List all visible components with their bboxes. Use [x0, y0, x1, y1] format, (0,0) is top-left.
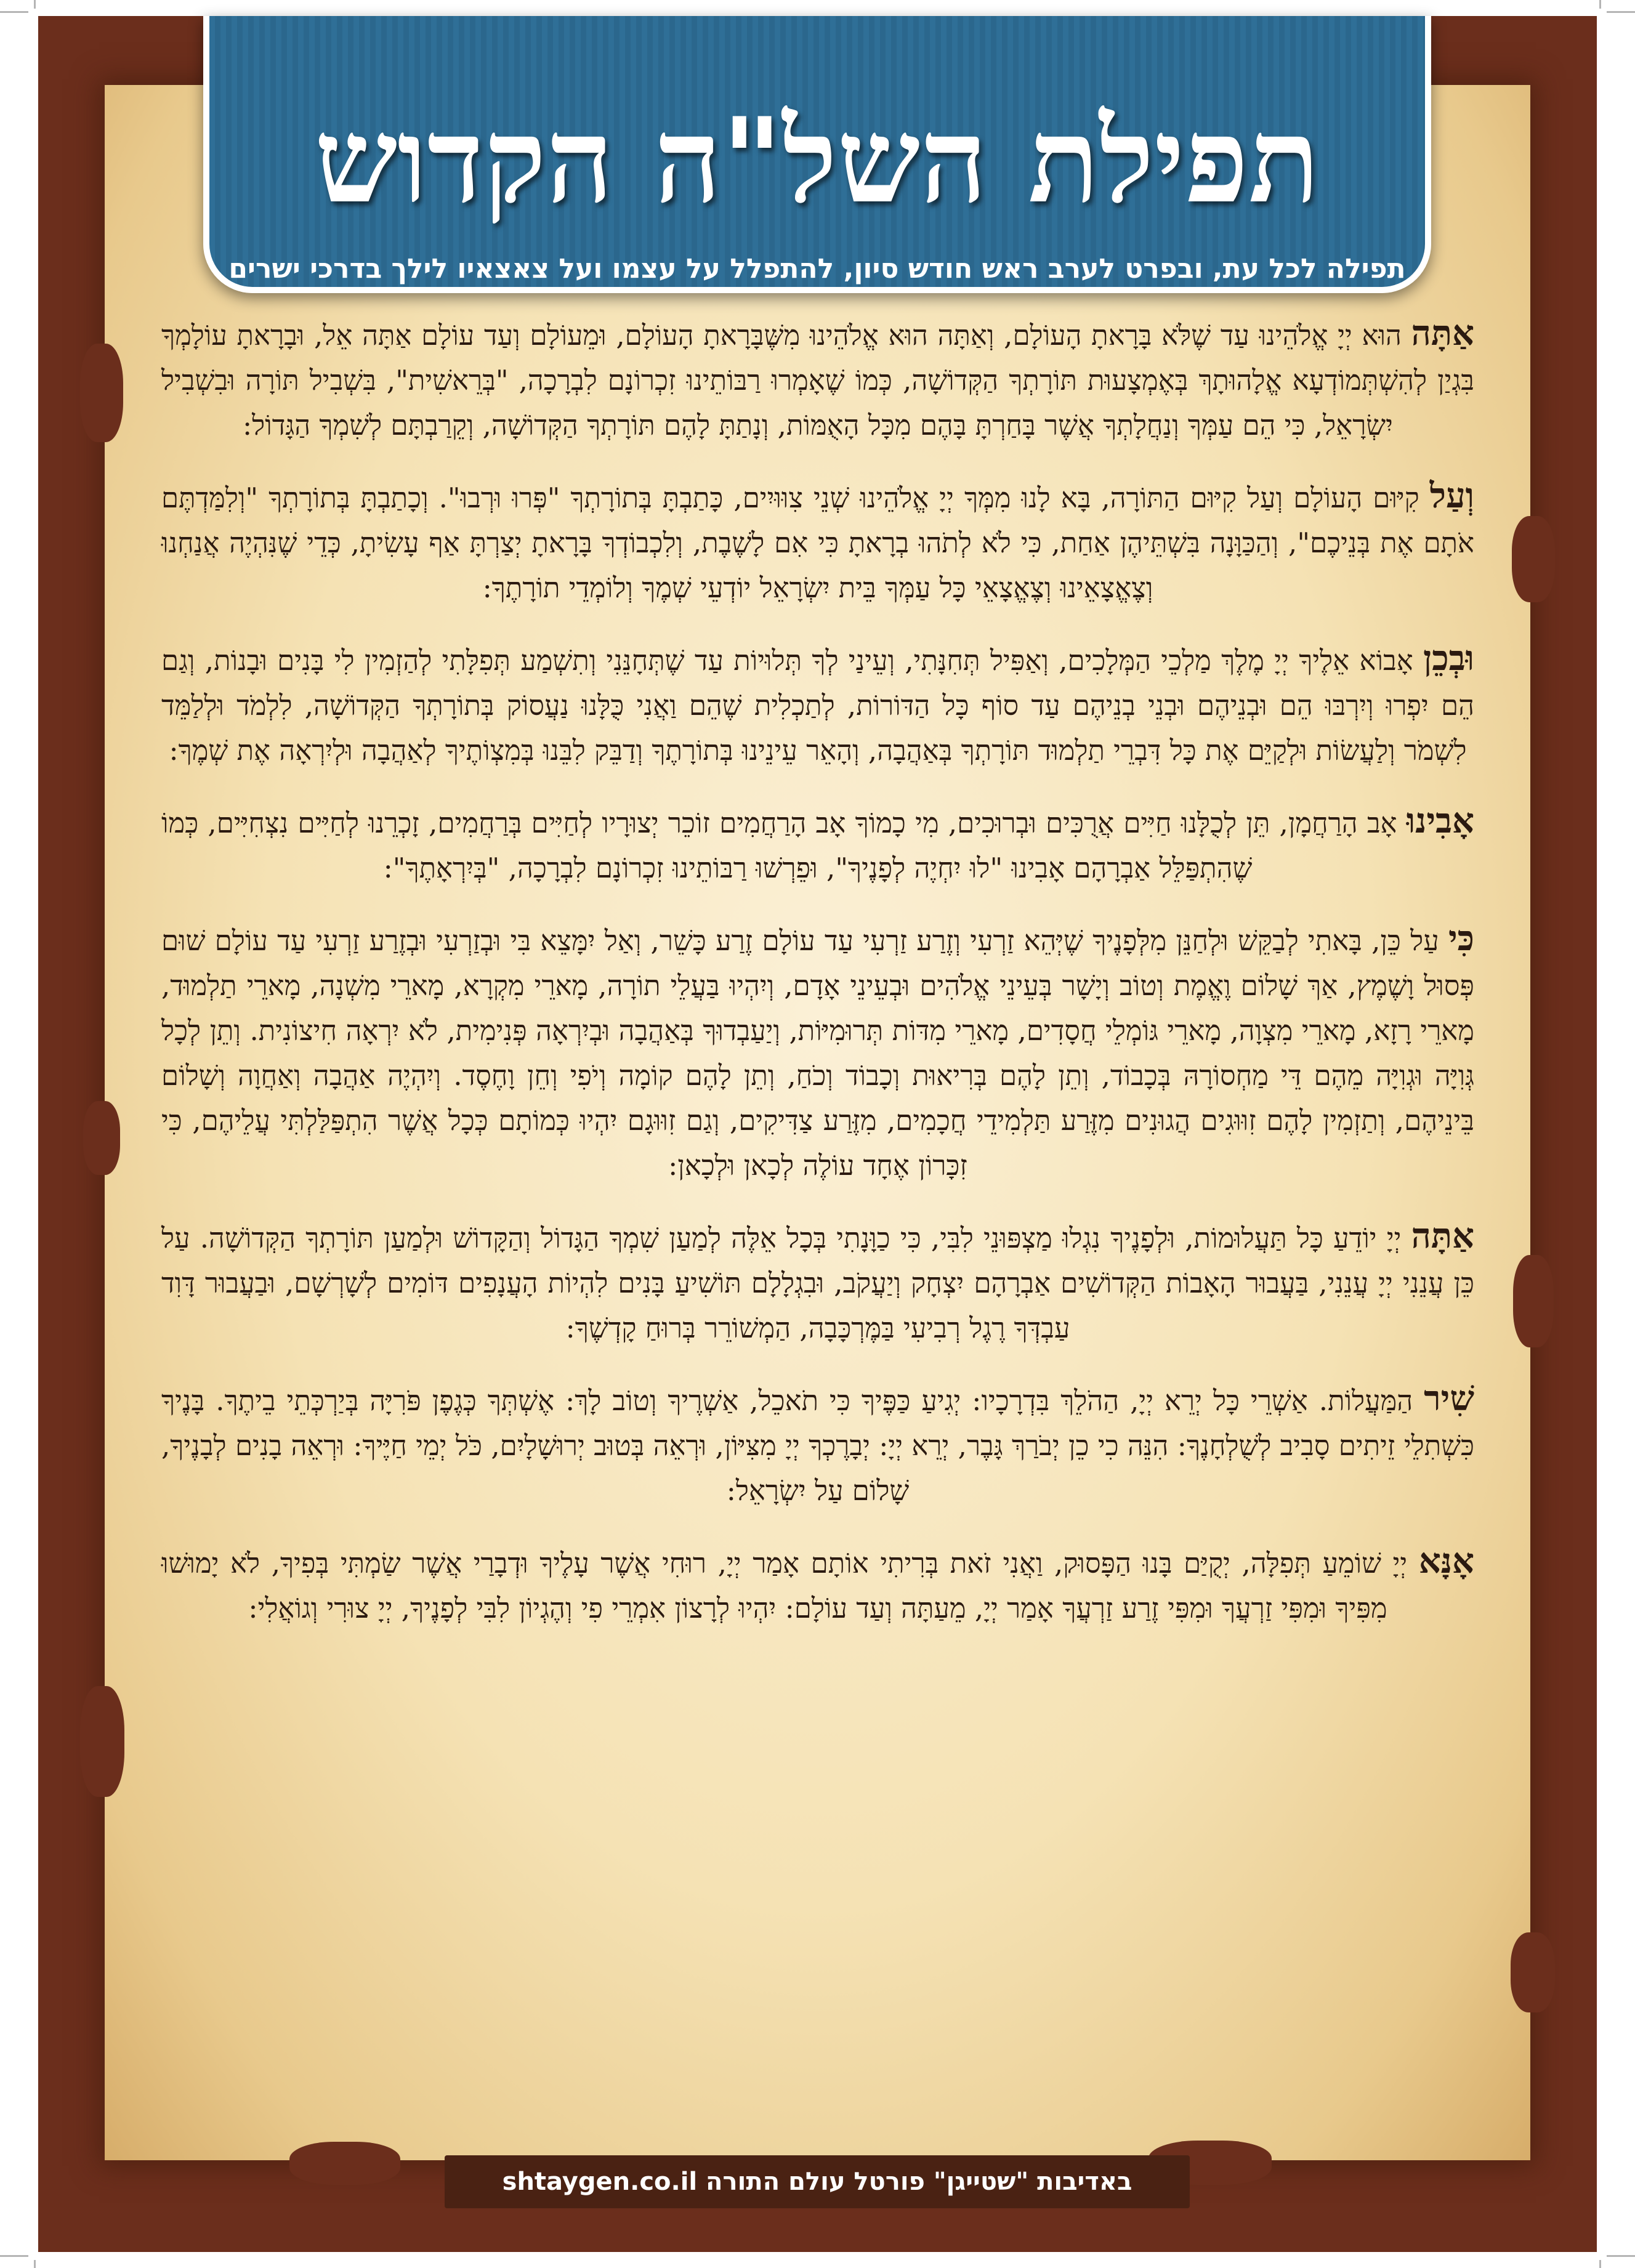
crop-mark [1607, 2255, 1635, 2257]
paragraph-lead-word: אַתָּה [1411, 313, 1474, 353]
prayer-paragraph [161, 311, 1474, 448]
paragraph-body: יְיָ יוֹדֵעַ כָּל תַּעֲלוּמוֹת, וּלְפָנֶיךָ נִגְלוּ מַצְפּוּנֵי לִבִּי, כִּי כַוָּנָתִי בְּכָל אֵלֶּה לְמַעַן שִׁמְךָ הַגָּדוֹל וְהַקָּדוֹשׁ וּלְמַעַן תּוֹרָתְךָ הַקְּדוֹשָׁה. עַל כֵּן עֲנֵנִי יְיָ עֲנֵנִי, בַּעֲבוּר הָאָבוֹת הַקְּדוֹשִׁים אַבְרָהָם יִצְחָק וְיַעֲקֹב, וּבִגְלָלָם תּוֹשִׁיעַ בָּנִים לִהְיוֹת הָעֲנָפִים דּוֹמִים לְשָׁרְשָׁם, וּבַעֲבוּר דָּוִד עַבְדְּךָ רֶגֶל רְבִיעִי בַּמֶּרְכָּבָה, הַמְשׁוֹרֵר בְּרוּחַ קָדְשֶׁךָ: [161, 1222, 1474, 1344]
paragraph-lead-word: וּבְכֵן [1423, 638, 1474, 679]
paragraph-body: יְיָ שׁוֹמֵעַ תְּפִלָּה, יְקֻיַּם בָּנוּ הַפָּסוּק, וַאֲנִי זֹאת בְּרִיתִי אוֹתָם אָמַר יְיָ, רוּחִי אֲשֶׁר עָלֶיךָ וּדְבָרַי אֲשֶׁר שַׂמְתִּי בְּפִיךָ, לֹא יָמוּשׁוּ מִפִּיךָ וּמִפִּי זַרְעֲךָ וּמִפִּי זֶרַע זַרְעֲךָ אָמַר יְיָ, מֵעַתָּה וְעַד עוֹלָם: יִהְיוּ לְרָצוֹן אִמְרֵי פִי וְהֶגְיוֹן לִבִּי לְפָנֶיךָ, יְיָ צוּרִי וְגוֹאֲלִי: [161, 1547, 1408, 1624]
page-subtitle: תפילה לכל עת, ובפרט לערב ראש חודש סיון, להתפלל על עצמו ועל צאצאיו לילך בדרכי ישרים [228, 253, 1406, 285]
paragraph-lead-word: שִׁיר [1424, 1378, 1474, 1419]
crop-mark [1607, 11, 1635, 13]
parchment-burn-edge [289, 2142, 400, 2185]
crop-mark [34, 2260, 36, 2268]
prayer-paragraph [161, 1376, 1474, 1513]
paragraph-body: הוּא יְיָ אֱלֹהֵינוּ עַד שֶׁלֹּא בָּרָאתָ הָעוֹלָם, וְאַתָּה הוּא אֱלֹהֵינוּ מִשֶּׁבָּרָאתָ הָעוֹלָם, וּמֵעוֹלָם וְעַד עוֹלָם אַתָּה אֵל, וּבָרָאתָ עוֹלָמְךָ בִּגְיַן לְהִשְׁתְּמוֹדְעָא אֱלָהוּתָךְ בְּאֶמְצָעוּת תּוֹרָתְךָ הַקְּדוֹשָׁה, כְּמוֹ שֶׁאָמְרוּ רַבּוֹתֵינוּ זִכְרוֹנָם לִבְרָכָה, "בְּרֵאשִׁית", בִּשְׁבִיל תּוֹרָה וּבִשְׁבִיל יִשְׂרָאֵל, כִּי הֵם עַמְּךָ וְנַחֲלָתְךָ אֲשֶׁר בָּחַרְתָּ בָּהֶם מִכָּל הָאֻמּוֹת, וְנָתַתָּ לָהֶם תּוֹרָתְךָ הַקְּדוֹשָׁה, וְקֵרַבְתָּם לְשִׁמְךָ הַגָּדוֹל: [161, 319, 1474, 442]
parchment-burn-edge [1513, 1255, 1554, 1347]
paragraph-body: קִיּוּם הָעוֹלָם וְעַל קִיּוּם הַתּוֹרָה, בָּא לָנוּ מִמְּךָ יְיָ אֱלֹהֵינוּ שְׁנֵי צִוּוּיִים, כָּתַבְתָּ בְּתוֹרָתְךָ "פְּרוּ וּרְבוּ". וְכָתַבְתָּ בְּתוֹרָתְךָ "וְלִמַּדְתֶּם אֹתָם אֶת בְּנֵיכֶם", וְהַכַּוָּנָה בִּשְׁתֵּיהֶן אַחַת, כִּי לֹא לְתֹהוּ בְרָאתָ כִּי אִם לָשֶׁבֶת, וְלִכְבוֹדְךָ בָּרָאתָ יְצַרְתָּ אַף עָשִׂיתָ, כְּדֵי שֶׁנִּהְיֶה אֲנַחְנוּ וְצֶאֱצָאֵינוּ וְצֶאֱצָאֵי כָּל עַמְּךָ בֵּית יִשְׂרָאֵל יוֹדְעֵי שְׁמֶךָ וְלוֹמְדֵי תוֹרָתֶךָ: [161, 482, 1474, 604]
parchment-burn-edge [1511, 1932, 1555, 2012]
header-banner [203, 16, 1431, 293]
paragraph-body: עַל כֵּן, בָּאתִי לְבַקֵּשׁ וּלְחַנֵּן מִלְּפָנֶיךָ שֶׁיְּהֵא זַרְעִי וְזֶרַע זַרְעִי עַד עוֹלָם זֶרַע כָּשֵׁר, וְאַל יִמָּצֵא בִּי וּבְזַרְעִי וּבְזֶרַע זַרְעִי עַד עוֹלָם שׁוּם פְּסוּל וָשֶׁמֶץ, אַךְ שָׁלוֹם וֶאֱמֶת וְטוֹב וְיָשָׁר בְּעֵינֵי אֱלֹהִים וּבְעֵינֵי אָדָם, וְיִהְיוּ בַּעֲלֵי תוֹרָה, מָארֵי מִקְרָא, מָארֵי מִשְׁנָה, מָארֵי תַלְמוּד, מָארֵי רָזָא, מָארֵי מִצְוָה, מָארֵי גּוֹמְלֵי חֲסָדִים, מָארֵי מִדּוֹת תְּרוּמִיּוֹת, וְיַעַבְדוּךָ בְּאַהֲבָה וּבְיִרְאָה פְּנִימִית, לֹא יִרְאָה חִיצוֹנִית. וְתֵן לְכָל גְּוִיָּה וּגְוִיָּה מֵהֶם דֵּי מַחְסוֹרָהּ בְּכָבוֹד, וְתֵן לָהֶם בְּרִיאוּת וְכָבוֹד וְכֹחַ, וְתֵן לָהֶם קוֹמָה וְיֹפִי וְחֵן וָחֶסֶד. וְיִהְיֶה אַהֲבָה וְאַחֲוָה וְשָׁלוֹם בֵּינֵיהֶם, וְתַזְמִין לָהֶם זִוּוּגִים הֲגוּנִים מִזֶּרַע תַּלְמִידֵי חֲכָמִים, מִזֶּרַע צַדִּיקִים, וְגַם זִוּוּגָם יִהְיוּ כְּמוֹתָם כְּכָל אֲשֶׁר הִתְפַּלַּלְתִּי עֲלֵיהֶם, כִּי זִכָּרוֹן אֶחָד עוֹלֶה לְכָאן וּלְכָאן: [161, 924, 1474, 1182]
parchment-burn-edge [83, 1101, 120, 1175]
paragraph-lead-word: אַתָּה [1411, 1216, 1474, 1256]
paragraph-lead-word: אָנָּא [1418, 1541, 1474, 1581]
crop-mark [0, 2255, 28, 2257]
footer-credit: באדיבות "שטייגן" פורטל עולם התורה shtaygen.co.il [445, 2155, 1190, 2208]
prayer-paragraph [161, 636, 1474, 773]
paragraph-body: הַמַּעֲלוֹת. אַשְׁרֵי כָּל יְרֵא יְיָ, הַהֹלֵךְ בִּדְרָכָיו: יְגִיעַ כַּפֶּיךָ כִּי תֹאכֵל, אַשְׁרֶיךָ וְטוֹב לָךְ: אֶשְׁתְּךָ כְּגֶפֶן פֹּרִיָּה בְּיַרְכְּתֵי בֵיתֶךָ. בָּנֶיךָ כִּשְׁתִלֵי זֵיתִים סָבִיב לְשֻׁלְחָנֶךָ: הִנֵּה כִי כֵן יְבֹרַךְ גָּבֶר, יְרֵא יְיָ: יְבָרֶכְךָ יְיָ מִצִּיּוֹן, וּרְאֵה בְּטוּב יְרוּשָׁלָיִם, כֹּל יְמֵי חַיֶּיךָ: וּרְאֵה בָנִים לְבָנֶיךָ, שָׁלוֹם עַל יִשְׂרָאֵל: [161, 1384, 1474, 1507]
paragraph-lead-word: כִּי [1448, 918, 1474, 959]
prayer-paragraph [161, 916, 1474, 1188]
page-title: תפילת השל"ה הקדוש [314, 92, 1320, 229]
crop-mark [1599, 2260, 1601, 2268]
paragraph-lead-word: וְעַל [1429, 475, 1474, 516]
parchment-burn-edge [1512, 516, 1555, 602]
paragraph-body: אָבוֹא אֵלֶיךָ יְיָ מֶלֶךְ מַלְכֵי הַמְּלָכִים, וְאַפִּיל תְּחִנָּתִי, וְעֵינַי לְךָ תְּלוּיוֹת עַד שֶׁתְּחָנֵּנִי וְתִשְׁמַע תְּפִלָּתִי לְהַזְמִין לִי בָּנִים וּבָנוֹת, וְגַם הֵם יִפְרוּ וְיִרְבּוּ הֵם וּבְנֵיהֶם וּבְנֵי בְנֵיהֶם עַד סוֹף כָּל הַדּוֹרוֹת, לְתַכְלִית שֶׁהֵם וַאֲנִי כֻּלָּנוּ נַעֲסוֹק בְּתוֹרָתְךָ הַקְּדוֹשָׁה, לִלְמֹד וּלְלַמֵּד לִשְׁמֹר וְלַעֲשׂוֹת וּלְקַיֵּם אֶת כָּל דִּבְרֵי תַלְמוּד תּוֹרָתְךָ בְּאַהֲבָה, וְהָאֵר עֵינֵינוּ בְּתוֹרָתֶךָ וְדַבֵּק לִבֵּנוּ בְּמִצְוֹתֶיךָ לְאַהֲבָה וּלְיִרְאָה אֶת שְׁמֶךָ: [161, 644, 1474, 767]
prayer-paragraph [161, 1214, 1474, 1350]
paragraph-lead-word: אָבִינוּ [1406, 801, 1474, 841]
prayer-text [161, 311, 1474, 2115]
parchment-burn-edge [80, 1686, 124, 1797]
prayer-paragraph [161, 799, 1474, 890]
paragraph-body: אָב הָרַחֲמָן, תֵּן לְכֻלָּנוּ חַיִּים אֲרֻכִּים וּבְרוּכִים, מִי כָמוֹךָ אָב הָרַחֲמִים זוֹכֵר יְצוּרָיו לְחַיִּים בְּרַחֲמִים, זָכְרֵנוּ לְחַיִּים נִצְחִיִּים, כְּמוֹ שֶׁהִתְפַּלֵּל אַבְרָהָם אָבִינוּ "לוּ יִחְיֶה לְפָנֶיךָ", וּפֵרְשׁוּ רַבּוֹתֵינוּ זִכְרוֹנָם לִבְרָכָה, "בְּיִרְאָתֶךָ": [161, 807, 1397, 884]
prayer-paragraph [161, 474, 1474, 610]
prayer-paragraph [161, 1539, 1474, 1631]
crop-mark [1599, 0, 1601, 9]
crop-mark [34, 0, 36, 9]
parchment-burn-edge [80, 344, 123, 442]
crop-mark [0, 11, 28, 13]
